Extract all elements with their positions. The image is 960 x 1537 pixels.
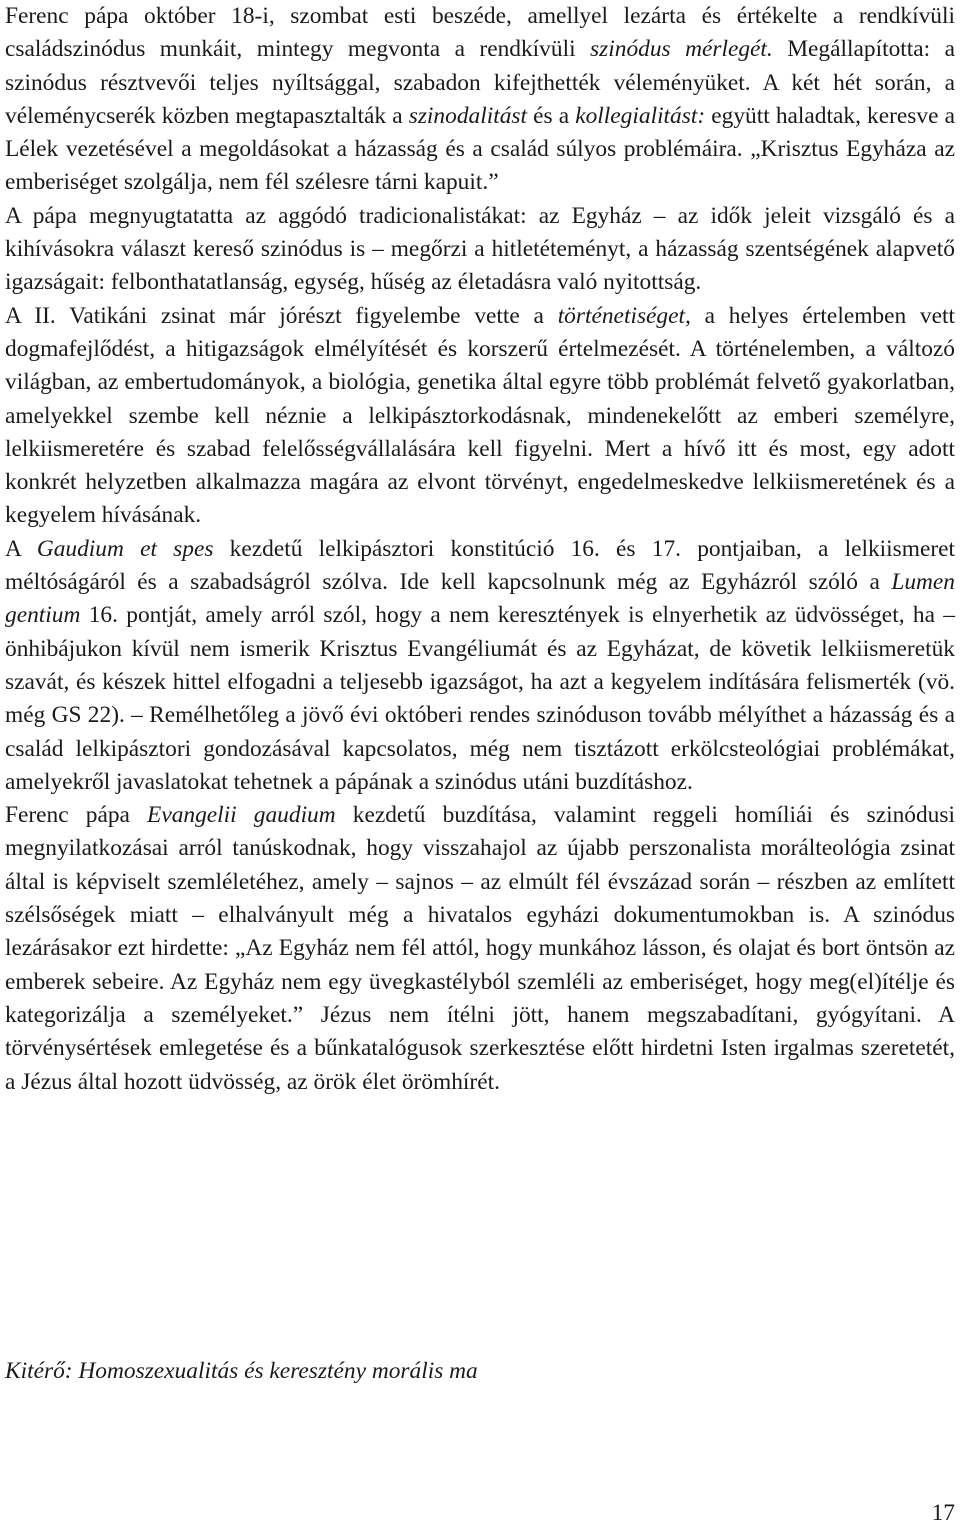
text-run: kezdetű lelkipásztori konstitúció 16. és 17. pontjaiban, a lelkiismeret méltóságáról és a szabadságról szólva. Ide kell kapcsolnunk még az Egyházról szóló a bbox=[5, 535, 955, 596]
text-run: A bbox=[5, 535, 37, 562]
section-heading: Kitérő: Homoszexualitás és keresztény morális ma bbox=[5, 1358, 478, 1384]
italic-run: szinódus mérlegét. bbox=[590, 36, 773, 63]
italic-run: kollegialitást: bbox=[575, 102, 706, 129]
text-run: 16. pontját, amely arról szól, hogy a nem keresztények is elnyerhetik az üdvösséget, ha – önhibájukon kívül nem ismerik Krisztus Evangéliumát és az Egyházat, de követik lelkiismeretük szavát, és készek hittel elfogadni a teljesebb igazságot, ha azt a kegyelem indítására felismerték (vö. még GS 22). – Remélhetőleg a jövő évi októberi rendes szinóduson tovább mélyíthet a házasság és a család lelkipásztori gondozásával kapcsolatos, még nem tisztázott erkölcsteológiai problémákat, amelyekről javaslatokat tehetnek a pápának a szinódus utáni buzdításhoz. bbox=[5, 602, 955, 795]
italic-run: szinodalitást bbox=[408, 102, 527, 129]
paragraph-4 bbox=[5, 533, 955, 799]
text-run: A pápa megnyugtatatta az aggódó tradicionalistákat: az Egyház – az idők jeleit vizsgáló és a kihívásokra választ kereső szinódus is – megőrzi a hitletéteményt, a házasság szentségének alapvető igazságait: felbonthatatlanság, egység, hűség az életadásra való nyitottság. bbox=[5, 202, 955, 296]
page-number: 17 bbox=[931, 1500, 955, 1526]
text-run: Ferenc pápa bbox=[5, 802, 148, 829]
document-body bbox=[5, 0, 955, 1099]
text-run: A II. Vatikáni zsinat már jórészt figyelembe vette a bbox=[5, 302, 558, 329]
text-run: és a bbox=[527, 102, 576, 129]
italic-run: Evangelii gaudium bbox=[147, 802, 336, 829]
text-run: Ferenc pápa október 18-i, szombat esti beszéde, amellyel lezárta és értékelte a rendkívüli családszinódus munkáit, mintegy megvonta a rendkívüli bbox=[5, 3, 955, 63]
text-run: a helyes értelemben vett dogmafejlődést, a hitigazságok elmélyítését és korszerű értelmezését. A történelemben, a változó világban, az embertudományok, a biológia, genetika által egyre több problémát felvető gyakorlatban, amelyekkel szembe kell néznie a lelkipásztorkodásnak, mindenekelőtt az emberi személyre, lelkiismeretére és szabad felelősségvállalására kell figyelni. Mert a hívő itt és most, egy adott konkrét helyzetben alkalmazza magára az elvont törvényt, engedelmeskedve lelkiismeretének és a kegyelem hívásának. bbox=[5, 302, 955, 529]
text-run: Megállapította: a szinódus résztvevői teljes nyíltsággal, szabadon kifejthették véleményüket. A két hét során, a véleménycserék közben megtapasztalták a bbox=[5, 36, 955, 129]
paragraph-1 bbox=[5, 0, 955, 200]
paragraph-2 bbox=[5, 200, 955, 300]
text-run: együtt haladtak, keresve a Lélek vezetésével a megoldásokat a házasság és a család súlyos problémáira. „Krisztus Egyháza az emberiséget szolgálja, nem fél szélesre tárni kapuit.” bbox=[5, 102, 955, 196]
text-run: kezdetű buzdítása, valamint reggeli homíliái és szinódusi megnyilatkozásai arról tanúskodnak, hogy visszahajol az újabb perszonalista morálteológia zsinat által is képviselt szemléletéhez, amely – sajnos – az elmúlt fél évszázad során – részben az említett szélsőségek miatt – elhalványult még a hivatalos egyházi dokumentumokban is. A szinódus lezárásakor ezt hirdette: „Az Egyház nem fél attól, hogy munkához lásson, és olajat és bort öntsön az emberek sebeire. Az Egyház nem egy üvegkastélyból szemléli az emberiséget, hogy meg(el)ítélje és kategorizálja a személyeket.” Jézus nem ítélni jött, hanem megszabadítani, gyógyítani. A törvénysértések emlegetése és a bűnkatalógusok szerkesztése előtt hirdetni Isten irgalmas szeretetét, a Jézus által hozott üdvösség, az örök élet örömhírét. bbox=[5, 802, 955, 1095]
paragraph-3 bbox=[5, 300, 955, 533]
italic-run: Gaudium et spes bbox=[36, 535, 214, 562]
italic-run: történetiséget, bbox=[557, 302, 691, 329]
italic-run: Lumen gentium bbox=[5, 569, 955, 629]
paragraph-5 bbox=[5, 799, 955, 1099]
